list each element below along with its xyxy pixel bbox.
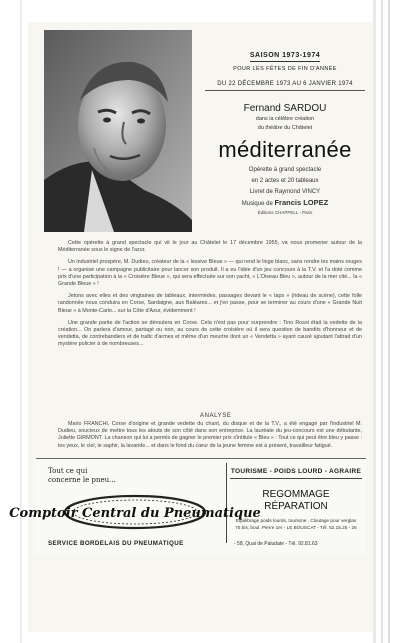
- synopsis-text: [58, 240, 362, 354]
- publisher: Éditions CHAPPELL - Paris: [257, 210, 313, 215]
- ad-tagline: [48, 467, 116, 485]
- synopsis-paragraph-4: Une grande partie de l'action se déroulera en Corse. Cela n'est pas pour surprendre : Tino Rossi était la vedette de la création... On parlera d'amour, partagé ou non, au cours de cette croisière où il sera question de bandits d'honneur et de vendetta, de contrebandiers et de trafic d'armes et même d'un meurtre dont un « Vendetta » ayant causé ajoutant l'attrait d'un mystère policier à de nombreuses...: [58, 319, 362, 348]
- ad-address: - 58, Quai de Paludate - Tél. 92.81.63: [234, 541, 318, 547]
- synopsis-paragraph-1: Cette opérette à grand spectacle qui vit le jour au Châtelet le 17 décembre 1955, va nous promener autour de la Méditerranée sous le signe de l'azur.: [58, 240, 362, 254]
- dates-divider: [205, 90, 365, 91]
- ad-service-reparation: RÉPARATION: [264, 501, 328, 512]
- work-acts: en 2 actes et 20 tableaux: [251, 178, 319, 184]
- portrait-photo: [44, 30, 192, 232]
- context-line-2: du théâtre du Châtelet: [257, 125, 313, 131]
- comptoir-logo: [9, 487, 261, 537]
- portrait-illustration: [44, 30, 192, 232]
- analyse-heading: ANALYSE: [200, 413, 232, 419]
- page-stack-edge: [373, 0, 400, 643]
- work-livret: Livret de Raymond VINCY: [249, 189, 321, 195]
- synopsis-paragraph-2: Un industriel prospère, M. Dudieu, créateur de la « lessive Bleue » — qui rend le linge blanc, sans rendre les mains rouges ! — a organisé une campagne publicitaire pour lancer son produit. Il a eu l'idée d'un jeu concours à la T.V. et l'a doté comme prix d'une participation à la « Croisière Bleue », qui sera effectuée sur son yacht, « L'Oiseau Bleu », autour de la mer cité... la « Grande Bleue » !: [58, 259, 362, 288]
- ad-services: TOURISME - POIDS LOURD - AGRAIRE: [230, 468, 362, 479]
- work-genre: Opérette à grand spectacle: [248, 167, 322, 173]
- ad-service-regommage: REGOMMAGE: [262, 489, 330, 500]
- synopsis-paragraph-3: Jetons avec elles et des vingtaines de tableaux, intermèdes, passages devant le « taps » (rideau de scène), cette folle randonnée nous conduira en Corse, Sardaigne, aux Baléares... et j'en passe, pour se terminer au cours d'une « Grande Nuit Bleue » à Monte-Carlo... sur la Côte d'Azur, évidemment !: [58, 293, 362, 314]
- ad-details-line-1: Equilibrage poids lourds, tourisme . Cloutage pour verglas: [235, 518, 357, 523]
- ad-footer: SERVICE BORDELAIS DU PNEUMATIQUE: [48, 540, 184, 547]
- author-name: Fernand SARDOU: [243, 103, 327, 114]
- composer-name: Francis LOPEZ: [274, 198, 329, 207]
- analyse-text: Mario FRANCHI, Corse d'origine et grande vedette du chant, du disque et de la T.V., a été engagé par l'industriel M. Dudieu, soucieux de mettre tous les atouts de son côté dans son entreprise. La lauréate du jeu-concours est une débutante, Juliette GIRMONT. La chanson qui lui a permis de gagner le premier prix s'intitule « Bleu » : Tout ce qui peut être bleu y passe : les yeux, le ciel, le saphir, la lavande... et dans le fond du cœur de la jeune femme est à présent, travailleur fatigué.: [58, 421, 362, 449]
- music-prefix: Musique de: [241, 201, 273, 207]
- work-music-credit: [197, 199, 373, 208]
- tire-service-advertisement: [9, 458, 366, 555]
- ad-tagline-line-1: Tout ce qui: [48, 467, 88, 475]
- festive-label: POUR LES FÊTES DE FIN D'ANNÉE: [233, 66, 337, 72]
- season-label: SAISON 1973-1974: [250, 52, 320, 62]
- program-header: [197, 44, 373, 215]
- ad-tagline-line-2: concerne le pneu...: [48, 476, 116, 484]
- ad-details-line-2: 75 bis, boul. Pierre 1er - LE BOUSCAT - Tél. 52.15.25 - 26: [235, 524, 357, 530]
- page-edge-left: [0, 0, 28, 643]
- ad-main-service: [230, 489, 362, 513]
- ad-details: [230, 518, 362, 531]
- run-dates: DU 22 DÉCEMBRE 1973 AU 6 JANVIER 1974: [217, 81, 353, 87]
- logo-text: Comptoir Central du Pneumatique: [9, 506, 261, 521]
- work-title: méditerranée: [218, 137, 352, 162]
- context-line-1: dans la célèbre création: [255, 116, 315, 122]
